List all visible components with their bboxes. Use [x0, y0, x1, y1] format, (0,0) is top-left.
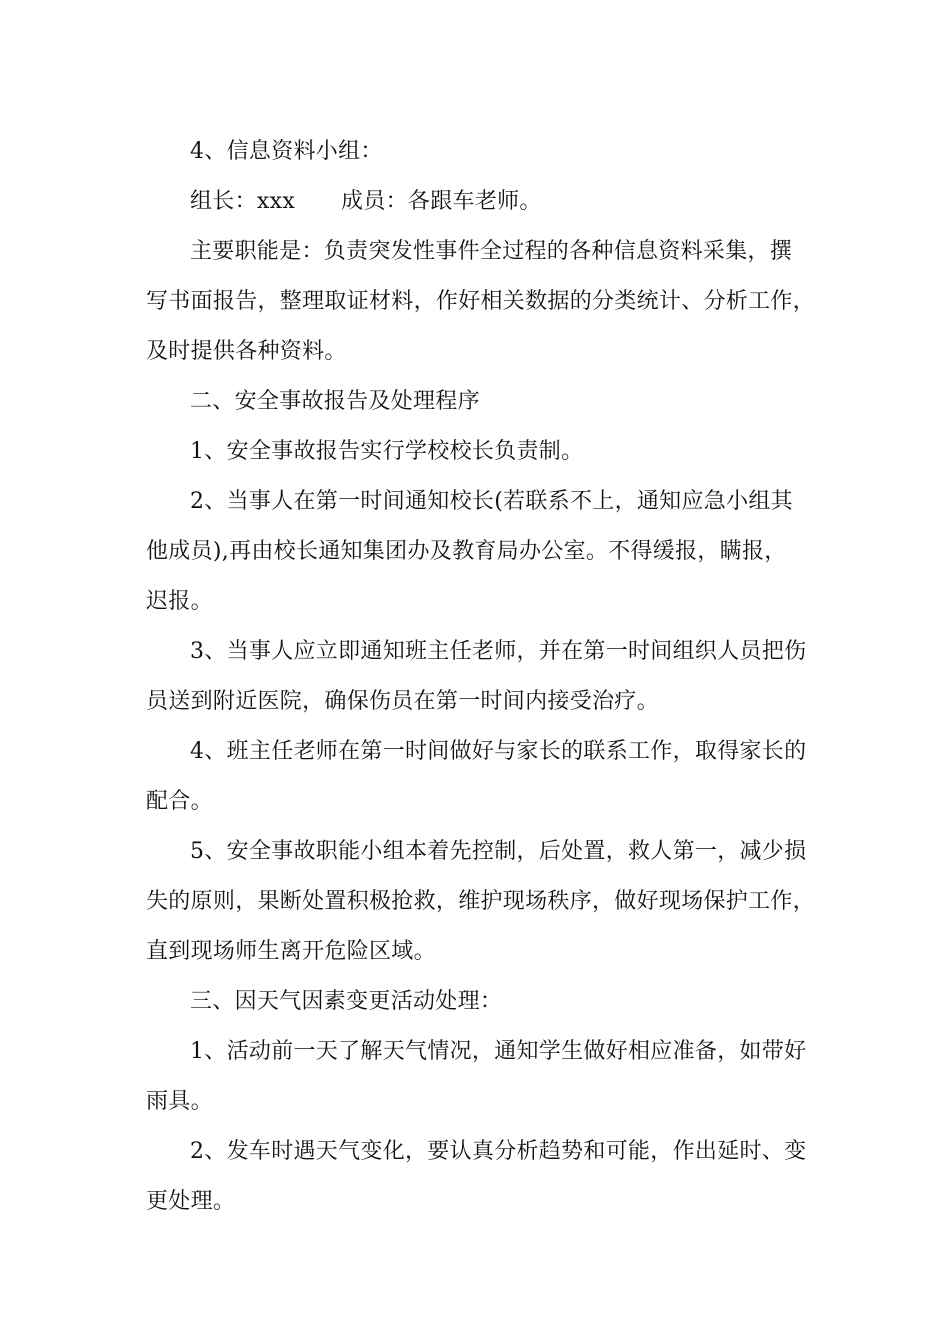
paragraph-line: 雨具。	[146, 1089, 213, 1114]
section-heading-weather-change: 三、因天气因素变更活动处理：	[190, 989, 503, 1014]
paragraph-line: 更处理。	[146, 1189, 236, 1214]
paragraph-line: 失的原则，果断处置积极抢救，维护现场秩序，做好现场保护工作，	[146, 889, 816, 914]
section-heading-info-group: 4、信息资料小组：	[190, 139, 383, 164]
section-heading-report-procedure: 二、安全事故报告及处理程序	[190, 389, 480, 414]
group-members-line	[190, 188, 862, 216]
paragraph-line: 迟报。	[146, 589, 213, 614]
paragraph-line: 配合。	[146, 789, 213, 814]
group-members-text: 成员：各跟车老师。	[341, 189, 542, 214]
paragraph-line: 1、安全事故报告实行学校校长负责制。	[190, 439, 584, 464]
paragraph-line: 1、活动前一天了解天气情况，通知学生做好相应准备，如带好	[190, 1039, 807, 1064]
paragraph-line: 他成员),再由校长通知集团办及教育局办公室。不得缓报，瞒报，	[146, 539, 787, 564]
paragraph-line: 及时提供各种资料。	[146, 339, 347, 364]
paragraph-line: 直到现场师生离开危险区域。	[146, 939, 436, 964]
paragraph-line: 主要职能是：负责突发性事件全过程的各种信息资料采集，撰	[190, 239, 793, 264]
group-leader-text: 组长：xxx	[190, 189, 296, 214]
paragraph-line: 2、发车时遇天气变化，要认真分析趋势和可能，作出延时、变	[190, 1139, 807, 1164]
paragraph-line: 员送到附近医院，确保伤员在第一时间内接受治疗。	[146, 689, 659, 714]
paragraph-line: 4、班主任老师在第一时间做好与家长的联系工作，取得家长的	[190, 739, 807, 764]
paragraph-line: 5、安全事故职能小组本着先控制，后处置，救人第一，减少损	[190, 839, 807, 864]
paragraph-line: 3、当事人应立即通知班主任老师，并在第一时间组织人员把伤	[190, 639, 807, 664]
paragraph-line: 写书面报告，整理取证材料，作好相关数据的分类统计、分析工作，	[146, 289, 816, 314]
paragraph-line: 2、当事人在第一时间通知校长(若联系不上，通知应急小组其	[190, 489, 793, 514]
